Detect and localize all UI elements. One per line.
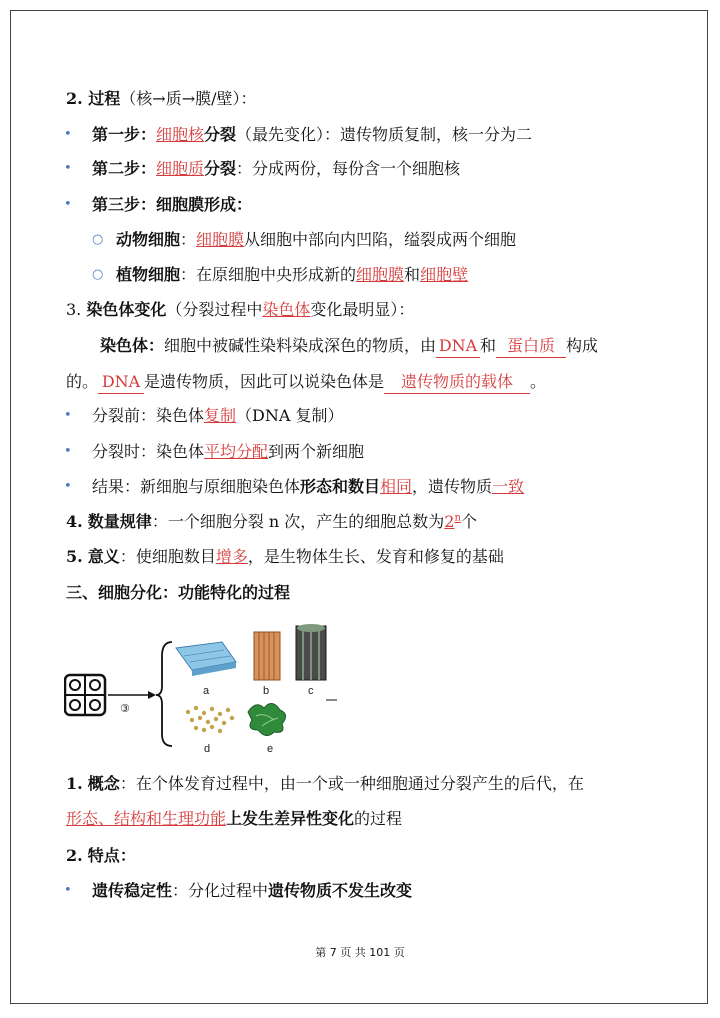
label-c: c [308, 685, 314, 697]
tissue-a-epithelial-icon [176, 642, 236, 676]
bullet-dot: • [64, 479, 72, 494]
significance-line: 5. 意义：使细胞数目增多，是生物体生长、发育和修复的基础 [66, 547, 504, 566]
tissue-e-nerve-icon [248, 703, 286, 735]
before-division-line: 分裂前：染色体复制（DNA 复制） [92, 406, 344, 425]
step3-line: 第三步：细胞膜形成： [92, 195, 253, 214]
concept-line-1: 1. 概念：在个体发育过程中，由一个或一种细胞通过分裂产生的后代，在 [66, 774, 584, 793]
bullet-dot: • [64, 161, 72, 176]
label-b: b [263, 685, 270, 697]
during-division-line: 分裂时：染色体平均分配到两个新细胞 [92, 442, 365, 461]
chromosome-heading: 3. 染色体变化（分裂过程中染色体变化最明显）： [66, 300, 415, 319]
concept-line-2: 形态、结构和生理功能上发生差异性变化的过程 [66, 809, 403, 828]
genetic-stability-line: 遗传稳定性：分化过程中遗传物质不发生改变 [92, 881, 413, 900]
tissue-b-muscle-icon [254, 632, 280, 680]
chromosome-definition-1: 染色体：细胞中被碱性染料染成深色的物质，由 DNA 和 蛋白质 构成 [100, 335, 598, 358]
tissue-c-vessel-icon [296, 624, 326, 680]
plant-cell-line: 植物细胞：在原细胞中央形成新的细胞膜和细胞壁 [116, 265, 469, 284]
features-heading: 2. 特点： [66, 846, 136, 865]
bullet-dot: • [64, 197, 72, 212]
cell-differentiation-figure [64, 616, 339, 762]
quantity-rule-line: 4. 数量规律：一个细胞分裂 n 次，产生的细胞总数为2$^n$个 [66, 512, 477, 531]
tissue-d-blood-icon [186, 706, 234, 733]
bullet-dot: • [64, 883, 72, 898]
label-e: e [267, 743, 274, 755]
result-line: 结果：新细胞与原细胞染色体形态和数目相同，遗传物质一致 [92, 477, 525, 496]
brace-icon [156, 642, 172, 746]
step2-line: 第二步：细胞质分裂：分成两份，每份含一个细胞核 [92, 159, 461, 178]
step1-line: 第一步：细胞核分裂（最先变化）：遗传物质复制，核一分为二 [92, 125, 533, 144]
page-footer: 第 7 页 共 101 页 [315, 946, 405, 959]
step-label: ③ [120, 703, 130, 715]
label-d: d [204, 743, 211, 755]
sub-bullet-circle: ○ [92, 267, 104, 282]
label-a: a [203, 685, 210, 697]
sub-bullet-circle: ○ [92, 232, 104, 247]
process-heading: 2. 过程（核→质→膜/壁）： [66, 89, 257, 108]
bullet-dot: • [64, 408, 72, 423]
chromosome-definition-2: 的。 DNA 是遗传物质，因此可以说染色体是 遗传物质的载体 。 [66, 371, 546, 394]
differentiation-heading: 三、细胞分化：功能特化的过程 [66, 583, 291, 602]
bullet-dot: • [64, 444, 72, 459]
animal-cell-line: 动物细胞：细胞膜从细胞中部向内凹陷，缢裂成两个细胞 [116, 230, 517, 249]
dividing-cell-icon [65, 675, 105, 715]
bullet-dot: • [64, 127, 72, 142]
arrow-icon [108, 691, 156, 699]
